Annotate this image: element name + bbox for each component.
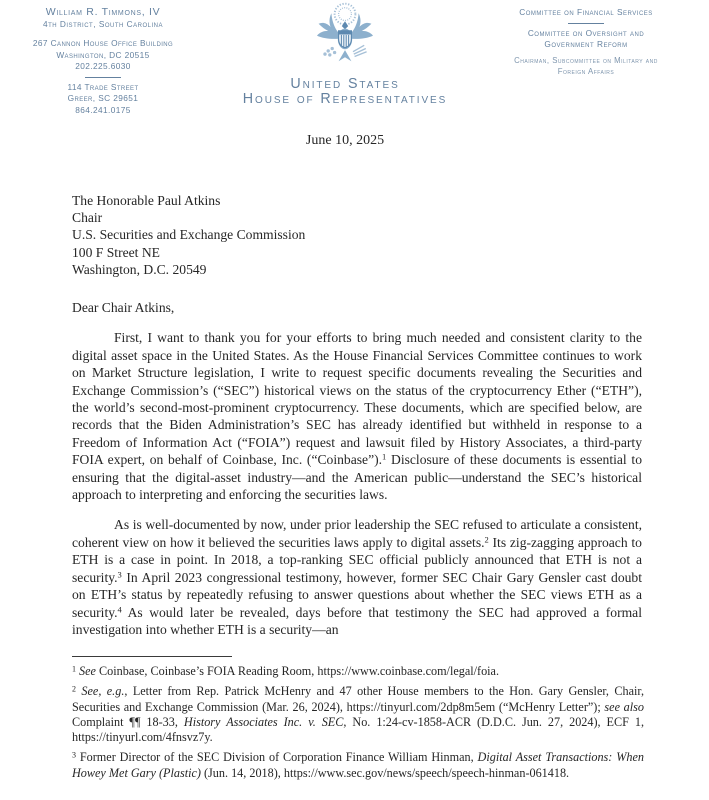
text-run: See, e.g.	[81, 684, 125, 699]
letterhead-committee-block	[507, 7, 665, 77]
letterhead-divider	[85, 77, 121, 78]
office-address-line: 267 Cannon House Office Building	[32, 38, 174, 48]
footnote	[72, 750, 644, 781]
text-run: As is well-documented by now, under prior leadership the SEC refused to articulate a consistent, coherent view on how it believed the securities laws apply to digital assets.	[72, 517, 642, 550]
text-run: (Jun. 14, 2018), https://www.sec.gov/news/speech/speech-hinman-061418.	[200, 765, 570, 780]
letterhead-member-block	[0, 6, 206, 117]
recipient-name: The Honorable Paul Atkins	[72, 193, 221, 208]
office-address-line: 114 Trade Street	[67, 81, 139, 92]
text-run: See	[79, 664, 96, 678]
footnotes-block	[72, 662, 644, 781]
footnote-marker: 4	[117, 604, 122, 615]
footnote-marker: 1	[382, 451, 387, 462]
body-paragraph	[72, 329, 642, 503]
member-name: William R. Timmons, IV	[45, 6, 161, 18]
text-run: As would later be revealed, days before that testimony the SEC had approved a formal investigation into whether ETH is a security—an	[72, 604, 642, 637]
footnote	[72, 684, 644, 745]
committee-oversight-reform: Committee on Oversight and Government Reform	[527, 27, 645, 50]
text-run: In April 2023 congressional testimony, however, former SEC Chair Gary Gensler cast doubt on ETH’s status by repeatedly refusing to answer questions about whether the SEC views ETH as a security.	[72, 569, 642, 620]
salutation: Dear Chair Atkins,	[72, 300, 175, 316]
footnote-number: 2	[72, 684, 76, 694]
letter-body	[72, 329, 642, 638]
letterhead-center-block	[235, 2, 455, 106]
subcommittee-chairman-role: Chairman, Subcommittee on Military and Foreign Affairs	[514, 55, 658, 76]
letterhead-divider	[568, 23, 604, 24]
office-address-line: Greer, SC 29651	[67, 93, 139, 104]
text-run: First, I want to thank you for your efforts to bring much needed and consistent clarity to the digital asset space in the United States. As the House Financial Services Committee continues to work on Market Structure legislation, I write to request specific documents revealing the Securities and Exchange Commission’s (“SEC”) historical views on the status of the cryptocurrency Ether (“ETH”), the world’s second-most-prominent cryptocurrency. These documents, which are specified below, are records that the Biden Administration’s SEC has already identified but withheld in response to a Freedom of Information Act (“FOIA”) request and lawsuit filed by History Associates, a third-party FOIA expert, on behalf of Coinbase, Inc. (“Coinbase”).	[72, 330, 642, 468]
text-run: see also	[604, 699, 644, 714]
footnote-number: 1	[72, 664, 76, 674]
house-seal-eagle-icon	[305, 2, 385, 76]
footnote-marker: 2	[484, 534, 489, 545]
text-run: , No. 1:24-cv-1858-ACR (D.D.C. Jun. 27, 2024), ECF 1, https://tinyurl.com/4fnsvz7y.	[72, 714, 645, 745]
footnote-marker: 3	[117, 569, 122, 580]
text-run: Disclosure of these documents is essential to ensuring that the digital-asset industry—and the American public—understand the SEC’s historical approach to interpreting and enforcing the securities laws.	[72, 452, 642, 503]
committee-financial-services: Committee on Financial Services	[519, 7, 653, 17]
chamber-title-line2: House of Representatives	[242, 91, 448, 107]
recipient-street: 100 F Street NE	[72, 244, 160, 260]
footnote-separator-rule	[72, 656, 232, 657]
text-run: Complaint ¶¶ 18-33,	[72, 714, 184, 729]
text-run: Coinbase, Coinbase’s FOIA Reading Room, https://www.coinbase.com/legal/foia.	[95, 664, 500, 678]
text-run: Former Director of the SEC Division of Corporation Finance William Hinman,	[79, 750, 478, 765]
text-run: , Letter from Rep. Patrick McHenry and 47 other House members to the Hon. Gary Gensler, Chair, Securities and Exchange Commission (Mar. 26, 2024), https://tinyurl.com/2dp8m5em (“McHenry Letter”);	[72, 684, 645, 714]
member-district: 4th District, South Carolina	[42, 19, 164, 29]
body-paragraph	[72, 516, 642, 638]
office-address-line: Washington, DC 20515	[56, 49, 150, 60]
footnote-number: 3	[72, 750, 76, 760]
footnote	[72, 664, 644, 679]
recipient-city: Washington, D.C. 20549	[72, 261, 207, 277]
chamber-title-line1: United States	[290, 76, 400, 92]
letter-date: June 10, 2025	[305, 133, 385, 148]
office-phone: 864.241.0175	[75, 104, 131, 115]
text-run: Digital Asset Transactions: When Howey Met Gary (Plastic)	[72, 750, 644, 780]
recipient-agency: U.S. Securities and Exchange Commission	[72, 227, 306, 243]
district-office-address	[0, 82, 206, 117]
letter-content	[72, 192, 642, 638]
dc-office-address	[0, 38, 206, 73]
recipient-title: Chair	[72, 210, 103, 226]
text-run: Its zig-zagging approach to ETH is a case in point. In 2018, a top-ranking SEC official publicly announced that ETH is not a security.	[72, 534, 642, 585]
office-phone: 202.225.6030	[75, 61, 131, 72]
text-run: History Associates Inc. v. SEC	[183, 714, 344, 729]
recipient-address-block	[72, 192, 642, 278]
